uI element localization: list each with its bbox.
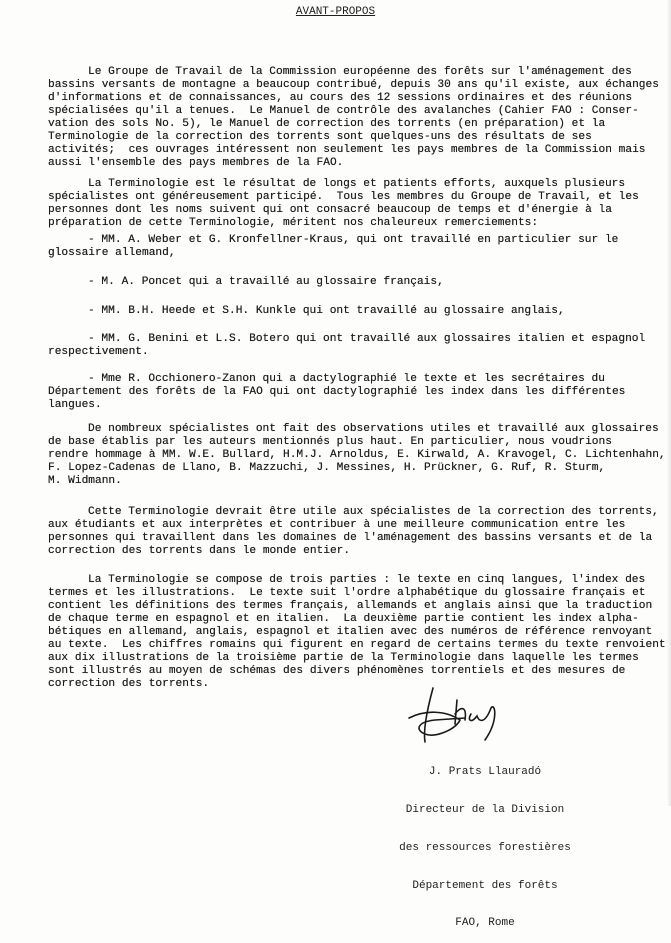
text-line: respectivement. (48, 346, 149, 358)
text-line: d'informations et de connaissances, au cours des 12 sessions ordinaires et des réunions (48, 92, 633, 104)
list-item-heede-kunkle (48, 305, 565, 318)
text-line: activités; ces ouvrages intéressent non seulement les pays membres de la Commission mais (48, 144, 646, 156)
text-line: aux étudiants et aux interprètes et contribuer à une meilleure communication entre les (48, 519, 626, 531)
text-line: - MM. G. Benini et L.S. Botero qui ont travaillé aux glossaires italien et espagnol (88, 333, 646, 345)
text-line: spécialisées qu'il a tenues. Le Manuel de contrôle des avalanches (Cahier FAO : Conser- (48, 105, 639, 117)
text-line: glossaire allemand, (48, 247, 176, 259)
text-line: La Terminologie se compose de trois parties : le texte en cinq langues, l'index des (88, 574, 646, 586)
list-item-occhionero-zanon (48, 373, 625, 412)
text-line: langues. (48, 399, 102, 411)
text-line: - MM. A. Weber et G. Kronfellner-Kraus, qui ont travaillé en particulier sur le (88, 234, 619, 246)
list-item-weber-kronfellner (48, 234, 618, 260)
text-line: bassins versants de montagne a beaucoup contribué, depuis 30 ans qu'il existe, aux échanges (48, 79, 659, 91)
text-line: spécialistes ont généreusement participé. Tous les membres du Groupe de Travail, et les (48, 191, 639, 203)
text-line: contient les définitions des termes français, allemands et anglais ainsi que la traduction (48, 600, 653, 612)
text-line: correction des torrents. (48, 678, 210, 690)
text-line: préparation de cette Terminologie, méritent nos chaleureux remerciements: (48, 217, 539, 229)
text-line: de chaque terme en espagnol et en italien. La deuxième partie contient les index alpha- (48, 613, 639, 625)
paragraph-acknowledgements (48, 178, 639, 230)
page-edge-shadow (667, 0, 671, 806)
signatory-division: des ressources forestières (399, 841, 571, 854)
paragraph-specialists (48, 423, 666, 488)
text-line: F. Lopez-Cadenas de Llano, B. Mazzuchi, J. Messines, H. Prückner, G. Ruf, R. Sturm, (48, 462, 606, 474)
text-line: correction des torrents dans le monde entier. (48, 545, 351, 557)
text-line: - MM. B.H. Heede et S.H. Kunkle qui ont travaillé au glossaire anglais, (88, 305, 565, 317)
list-item-poncet (48, 276, 444, 289)
text-line: Cette Terminologie devrait être utile aux spécialistes de la correction des torrents, (88, 506, 659, 518)
text-line: bétiques en allemand, anglais, espagnol et italien avec des numéros de référence renvoyant (48, 626, 653, 638)
signatory-location: FAO, Rome (455, 917, 515, 930)
text-line: rendre hommage à MM. W.E. Bullard, H.M.J. Arnoldus, E. Kirwald, A. Kravogel, C. Lichtenhahn, (48, 449, 666, 461)
text-line: au texte. Les chiffres romains qui figurent en regard de certains termes du texte renvoient (48, 639, 666, 651)
text-line: De nombreux spécialistes ont fait des observations utiles et travaillé aux glossaires (88, 423, 659, 435)
signatory-department: Département des forêts (412, 879, 558, 892)
text-line: de base établis par les auteurs mentionnés plus haut. En particulier, nous voudrions (48, 436, 612, 448)
text-line: aussi l'ensemble des pays membres de la FAO. (48, 157, 344, 169)
list-item-benini-botero (48, 333, 645, 359)
text-line: Terminologie de la correction des torrents sont quelques-uns des résultats de ses (48, 131, 592, 143)
signatory-title: Directeur de la Division (405, 803, 565, 816)
text-line: M. Widmann. (48, 475, 122, 487)
text-line: aux dix illustrations de la troisième partie de la Terminologie dans laquelle les termes (48, 652, 639, 664)
handwritten-signature (405, 680, 535, 746)
signature-block (380, 741, 590, 943)
signatory-name: J. Prats Llauradó (428, 766, 542, 779)
text-line: vation des sols No. 5), le Manuel de correction des torrents (en préparation) et la (48, 118, 606, 130)
text-line: - Mme R. Occhionero-Zanon qui a dactylographié le texte et les secrétaires du (88, 373, 605, 385)
paragraph-structure (48, 574, 666, 691)
text-line: personnes dont les noms suivent qui ont consacré beaucoup de temps et d'énergie à la (48, 204, 612, 216)
paragraph-intro (48, 66, 659, 170)
text-line: Département des forêts de la FAO qui ont dactylographié les index dans les différentes (48, 386, 626, 398)
page-title: AVANT-PROPOS (295, 6, 376, 18)
paragraph-usefulness (48, 506, 659, 558)
text-line: Le Groupe de Travail de la Commission européenne des forêts sur l'aménagement des (88, 66, 632, 78)
text-line: termes et les illustrations. Le texte suit l'ordre alphabétique du glossaire français et (48, 587, 646, 599)
text-line: personnes qui travaillent dans les domaines de l'aménagement des bassins versants et de la (48, 532, 653, 544)
text-line: - M. A. Poncet qui a travaillé au glossaire français, (88, 276, 444, 288)
text-line: sont illustrés au moyen de schémas des divers phénomènes torrentiels et des mesures de (48, 665, 626, 677)
text-line: La Terminologie est le résultat de longs et patients efforts, auxquels plusieurs (88, 178, 626, 190)
